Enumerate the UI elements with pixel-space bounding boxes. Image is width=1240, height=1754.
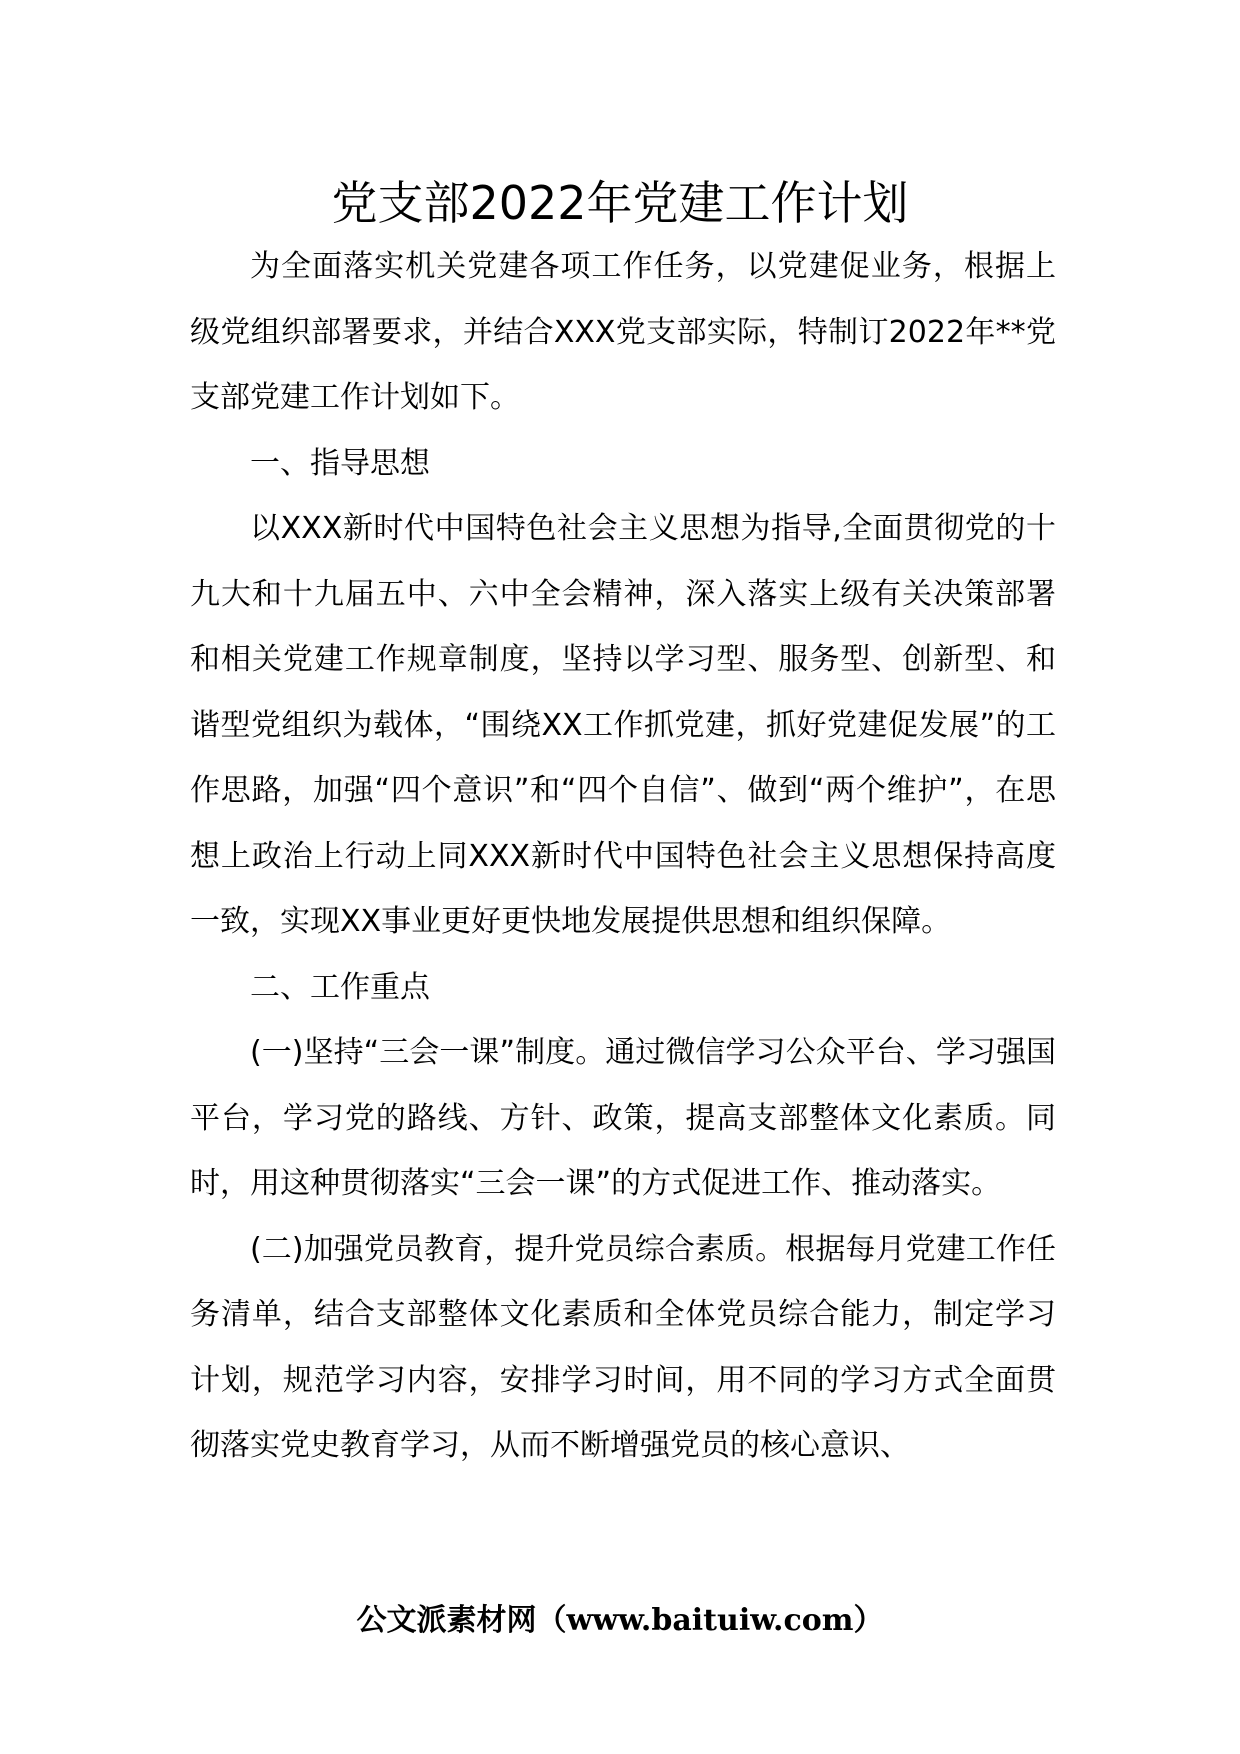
footer-watermark: 公文派素材网（www.baituiw.com）	[356, 1603, 884, 1638]
section-heading-work-focus: 二、工作重点	[250, 969, 430, 1005]
section-heading-guiding-ideology: 一、指导思想	[250, 445, 430, 481]
guiding-ideology-paragraph: 以XXX新时代中国特色社会主义思想为指导,全面贯彻党的十九大和十九届五中、六中全会精神，深入落实上级有关决策部署和相关党建工作规章制度，坚持以学习型、服务型、创新型、和谐型党组织为载体，“围绕XX工作抓党建，抓好党建促发展”的工作思路，加强“四个意识”和“四个自信”、做到“两个维护”，在思想上政治上行动上同XXX新时代中国特色社会主义思想保持高度一致，实现XX事业更好更快地发展提供思想和组织保障。	[190, 511, 1056, 939]
document-title: 党支部2022年党建工作计划	[331, 176, 909, 230]
work-focus-item-1: (一)坚持“三会一课”制度。通过微信学习公众平台、学习强国平台，学习党的路线、方针、政策，提高支部整体文化素质。同时，用这种贯彻落实“三会一课”的方式促进工作、推动落实。	[190, 1035, 1056, 1201]
work-focus-item-2: (二)加强党员教育，提升党员综合素质。根据每月党建工作任务清单，结合支部整体文化素质和全体党员综合能力，制定学习计划，规范学习内容，安排学习时间，用不同的学习方式全面贯彻落实党史教育学习，从而不断增强党员的核心意识、	[190, 1231, 1056, 1463]
intro-paragraph: 为全面落实机关党建各项工作任务，以党建促业务，根据上级党组织部署要求，并结合XXX党支部实际，特制订2022年**党支部党建工作计划如下。	[190, 249, 1056, 415]
document-body	[190, 234, 1056, 1479]
